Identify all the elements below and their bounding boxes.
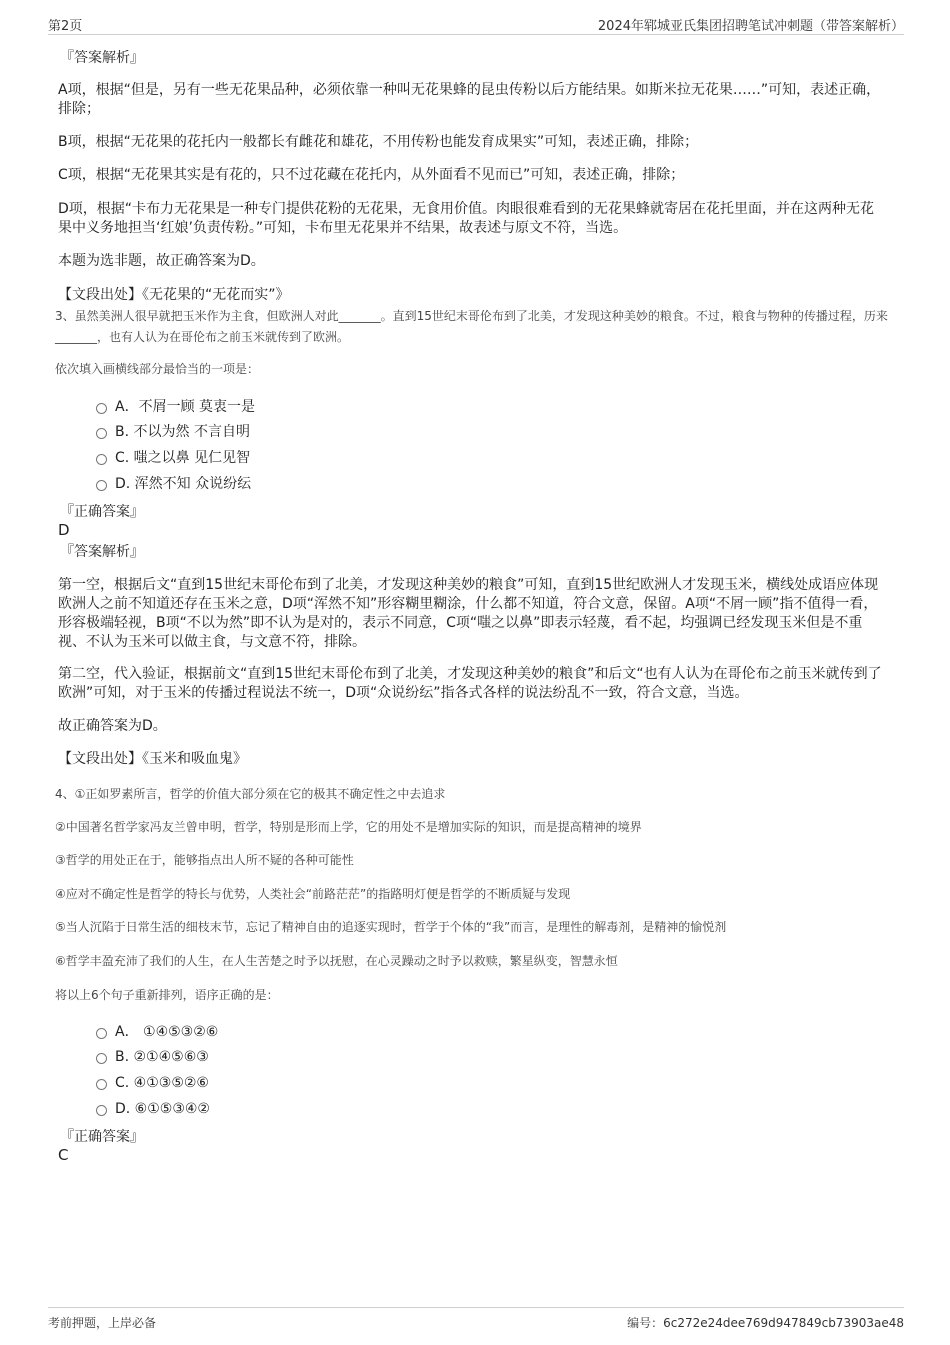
q2-analysis-b: B项，根据“无花果的花托内一般都长有雌花和雄花，不用传粉也能发育成果实”可知，表述正确，排除； — [58, 134, 699, 150]
q4-option-b[interactable]: B. ②①④⑤⑥③ — [96, 1048, 209, 1067]
q3-stem: 3、虽然美洲人很早就把玉米作为主食，但欧洲人对此_______。直到15世纪末哥伦布到了北美，才发现这种美妙的粮食。不过，粮食与物种的传播过程，历来_______，也有人认为在哥伦布之前玉米就传到了欧洲。 — [55, 309, 888, 344]
q4-sentence-6: ⑥哲学丰盈充沛了我们的人生，在人生苦楚之时予以抚慰，在心灵躁动之时予以救赎，繁星纵变，智慧永恒 — [55, 954, 618, 968]
q2-analysis-d: D项，根据“卡布力无花果是一种专门提供花粉的无花果，无食用价值。肉眼很难看到的无花果蜂就寄居在花托里面，并在这两种无花果中义务地担当‘红娘’负责传粉。”可知，卡布里无花果并不结果，故表述与原文不符，当选。 — [58, 201, 875, 236]
q2-analysis-c: C项，根据“无花果其实是有花的，只不过花藏在花托内，从外面看不见而已”可知，表述正确，排除； — [58, 167, 685, 183]
q4-sentence-5: ⑤当人沉陷于日常生活的细枝末节，忘记了精神自由的追逐实现时，哲学于个体的“我”而言，是理性的解毒剂，是精神的愉悦剂 — [55, 920, 727, 934]
radio-icon[interactable] — [96, 403, 107, 414]
radio-icon[interactable] — [96, 1028, 107, 1039]
document-title: 2024年郓城亚氏集团招聘笔试冲刺题（带答案解析） — [597, 19, 904, 34]
document-code: 编号：6c272e24dee769d947849cb73903ae48 — [627, 1316, 904, 1330]
radio-icon[interactable] — [96, 1105, 107, 1116]
page-header — [48, 12, 904, 35]
radio-icon[interactable] — [96, 1053, 107, 1064]
q2-source: 【文段出处】《无花果的“无花而实”》 — [58, 287, 290, 303]
radio-icon[interactable] — [96, 428, 107, 439]
q4-prompt: 将以上6个句子重新排列，语序正确的是： — [55, 988, 279, 1002]
q3-option-b[interactable]: B. 不以为然 不言自明 — [96, 423, 250, 442]
q4-sentence-4: ④应对不确定性是哲学的特长与优势，人类社会“前路茫茫”的指路明灯便是哲学的不断质疑与发现 — [55, 887, 571, 901]
q3-answer-label: 『正确答案』 — [60, 504, 144, 520]
q4-sentence-3: ③哲学的用处正在于，能够指点出人所不疑的各种可能性 — [55, 853, 354, 867]
q2-analysis-a: A项，根据“但是，另有一些无花果品种，必须依靠一种叫无花果蜂的昆虫传粉以后方能结果。如斯米拉无花果……”可知，表述正确，排除； — [58, 82, 881, 117]
radio-icon[interactable] — [96, 480, 107, 491]
footer-slogan: 考前押题，上岸必备 — [48, 1316, 157, 1330]
q3-option-a[interactable]: A．不屑一顾 莫衷一是 — [96, 398, 255, 417]
q3-answer: D — [58, 521, 70, 539]
radio-icon[interactable] — [96, 454, 107, 465]
q4-sentence-2: ②中国著名哲学家冯友兰曾申明，哲学，特别是形而上学，它的用处不是增加实际的知识，而是提高精神的境界 — [55, 820, 642, 834]
q4-option-d[interactable]: D. ⑥①⑤③④② — [96, 1100, 210, 1119]
q3-analysis-2: 第二空，代入验证，根据前文“直到15世纪末哥伦布到了北美，才发现这种美妙的粮食”和后文“也有人认为在哥伦布之前玉米就传到了欧洲”可知，对于玉米的传播过程说法不统一，D项“众说纷纭”指各式各样的说法纷乱不一致，符合文意，当选。 — [58, 666, 882, 701]
page-footer — [48, 1307, 904, 1332]
q3-analysis-label: 『答案解析』 — [60, 544, 144, 560]
q2-conclusion: 本题为选非题，故正确答案为D。 — [58, 253, 265, 269]
q4-option-c[interactable]: C. ④①③⑤②⑥ — [96, 1074, 209, 1093]
q2-analysis-label: 『答案解析』 — [60, 50, 144, 66]
q3-option-d[interactable]: D. 浑然不知 众说纷纭 — [96, 475, 251, 494]
radio-icon[interactable] — [96, 1079, 107, 1090]
q3-prompt: 依次填入画横线部分最恰当的一项是： — [55, 362, 260, 376]
q3-conclusion: 故正确答案为D。 — [58, 718, 167, 734]
q3-option-c[interactable]: C. 嗤之以鼻 见仁见智 — [96, 449, 250, 468]
q3-analysis-1: 第一空，根据后文“直到15世纪末哥伦布到了北美，才发现这种美妙的粮食”可知，直到15世纪欧洲人才发现玉米，横线处成语应体现欧洲人之前不知道还存在玉米之意，D项“浑然不知”形容糊里糊涂，什么都不知道，符合文意，保留。A项“不屑一顾”指不值得一看，形容极端轻视，B项“不以为然”即不认为是对的，表示不同意，C项“嗤之以鼻”即表示轻蔑，看不起，均强调已经发现玉米但是不重视、不认为玉米可以做主食，与文意不符，排除。 — [58, 577, 879, 650]
q4-answer: C — [58, 1146, 69, 1164]
page-number: 第2页 — [48, 19, 83, 34]
q3-source: 【文段出处】《玉米和吸血鬼》 — [58, 751, 247, 767]
q4-sentence-1: 4、①正如罗素所言，哲学的价值大部分须在它的极其不确定性之中去追求 — [55, 787, 446, 801]
q4-option-a[interactable]: A． ①④⑤③②⑥ — [96, 1023, 218, 1042]
q4-answer-label: 『正确答案』 — [60, 1129, 144, 1145]
